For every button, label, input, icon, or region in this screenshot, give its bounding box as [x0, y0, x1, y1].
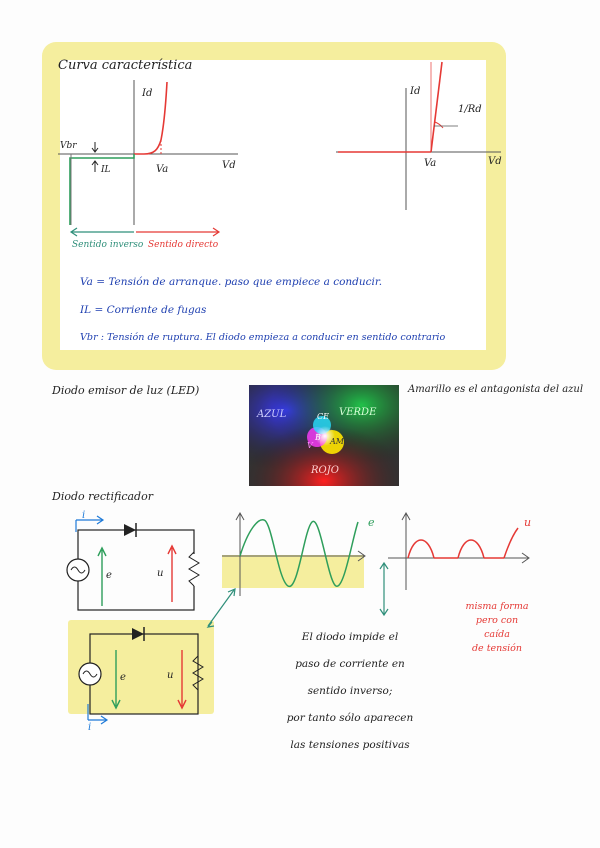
rectifier-title: Diodo rectificador	[52, 490, 153, 503]
top-circuit-e-label: e	[106, 570, 112, 581]
same-shape-note	[462, 600, 532, 656]
led-note: Amarillo es el antagonista del azul	[408, 384, 584, 395]
right-va-label: Va	[424, 158, 437, 169]
rectifier-circuit-top	[62, 510, 222, 620]
rgb-label-azul: AZUL	[257, 409, 287, 420]
explanation-line: las tensiones positivas	[290, 739, 410, 751]
direction-arrows	[68, 226, 228, 238]
vbr-label: Vbr	[60, 141, 77, 151]
explanation-line: paso de corriente en	[295, 658, 405, 670]
wave-u-label: u	[524, 516, 532, 529]
rgb-label-rojo: ROJO	[311, 465, 339, 476]
rgb-light-image	[249, 385, 399, 486]
bottom-circuit-e-label: e	[120, 672, 126, 683]
top-circuit-i-label: i	[82, 510, 86, 521]
same-shape-note-line: misma forma	[465, 601, 529, 612]
rgb-label-verde: VERDE	[339, 407, 377, 418]
bottom-circuit-i-label: i	[88, 722, 92, 732]
definition-va: Va = Tensión de arranque. paso que empiece a conducir.	[80, 276, 383, 288]
left-va-label: Va	[156, 164, 169, 175]
ideal-diode-graph	[336, 60, 506, 215]
definition-il: IL = Corriente de fugas	[80, 304, 207, 316]
left-x-axis-label: Vd	[222, 160, 236, 171]
explanation-line: El diodo impide el	[301, 631, 399, 643]
same-shape-note-line: pero con caída	[475, 615, 519, 640]
rgb-label-b: B	[315, 433, 321, 442]
bottom-circuit-u-label: u	[167, 670, 174, 681]
same-shape-note-line: de tensión	[471, 643, 523, 654]
definition-vbr: Vbr : Tensión de ruptura. El diodo empieza a conducir en sentido contrario	[80, 332, 446, 343]
rgb-label-am: AM	[330, 437, 344, 446]
top-circuit-u-label: u	[157, 568, 164, 579]
explanation-line: sentido inverso;	[307, 685, 393, 697]
right-y-axis-label: Id	[410, 86, 421, 97]
led-title: Diodo emisor de luz (LED)	[52, 384, 200, 397]
output-waveform	[384, 510, 544, 595]
slope-label: 1/Rd	[458, 104, 482, 115]
il-label: IL	[101, 165, 111, 175]
wave-e-label: e	[368, 516, 375, 529]
explanation-line: por tanto sólo aparecen	[286, 712, 414, 724]
curve-title: Curva característica	[58, 58, 193, 73]
left-y-axis-label: Id	[142, 88, 153, 99]
right-x-axis-label: Vd	[488, 156, 502, 167]
rgb-label-v: V	[307, 441, 313, 450]
rgb-label-ce: CE	[317, 412, 329, 421]
rectifier-explanation	[270, 624, 430, 759]
rectifier-circuit-bottom	[70, 622, 216, 732]
reverse-direction-label: Sentido inverso	[72, 240, 144, 250]
direct-direction-label: Sentido directo	[148, 240, 219, 250]
